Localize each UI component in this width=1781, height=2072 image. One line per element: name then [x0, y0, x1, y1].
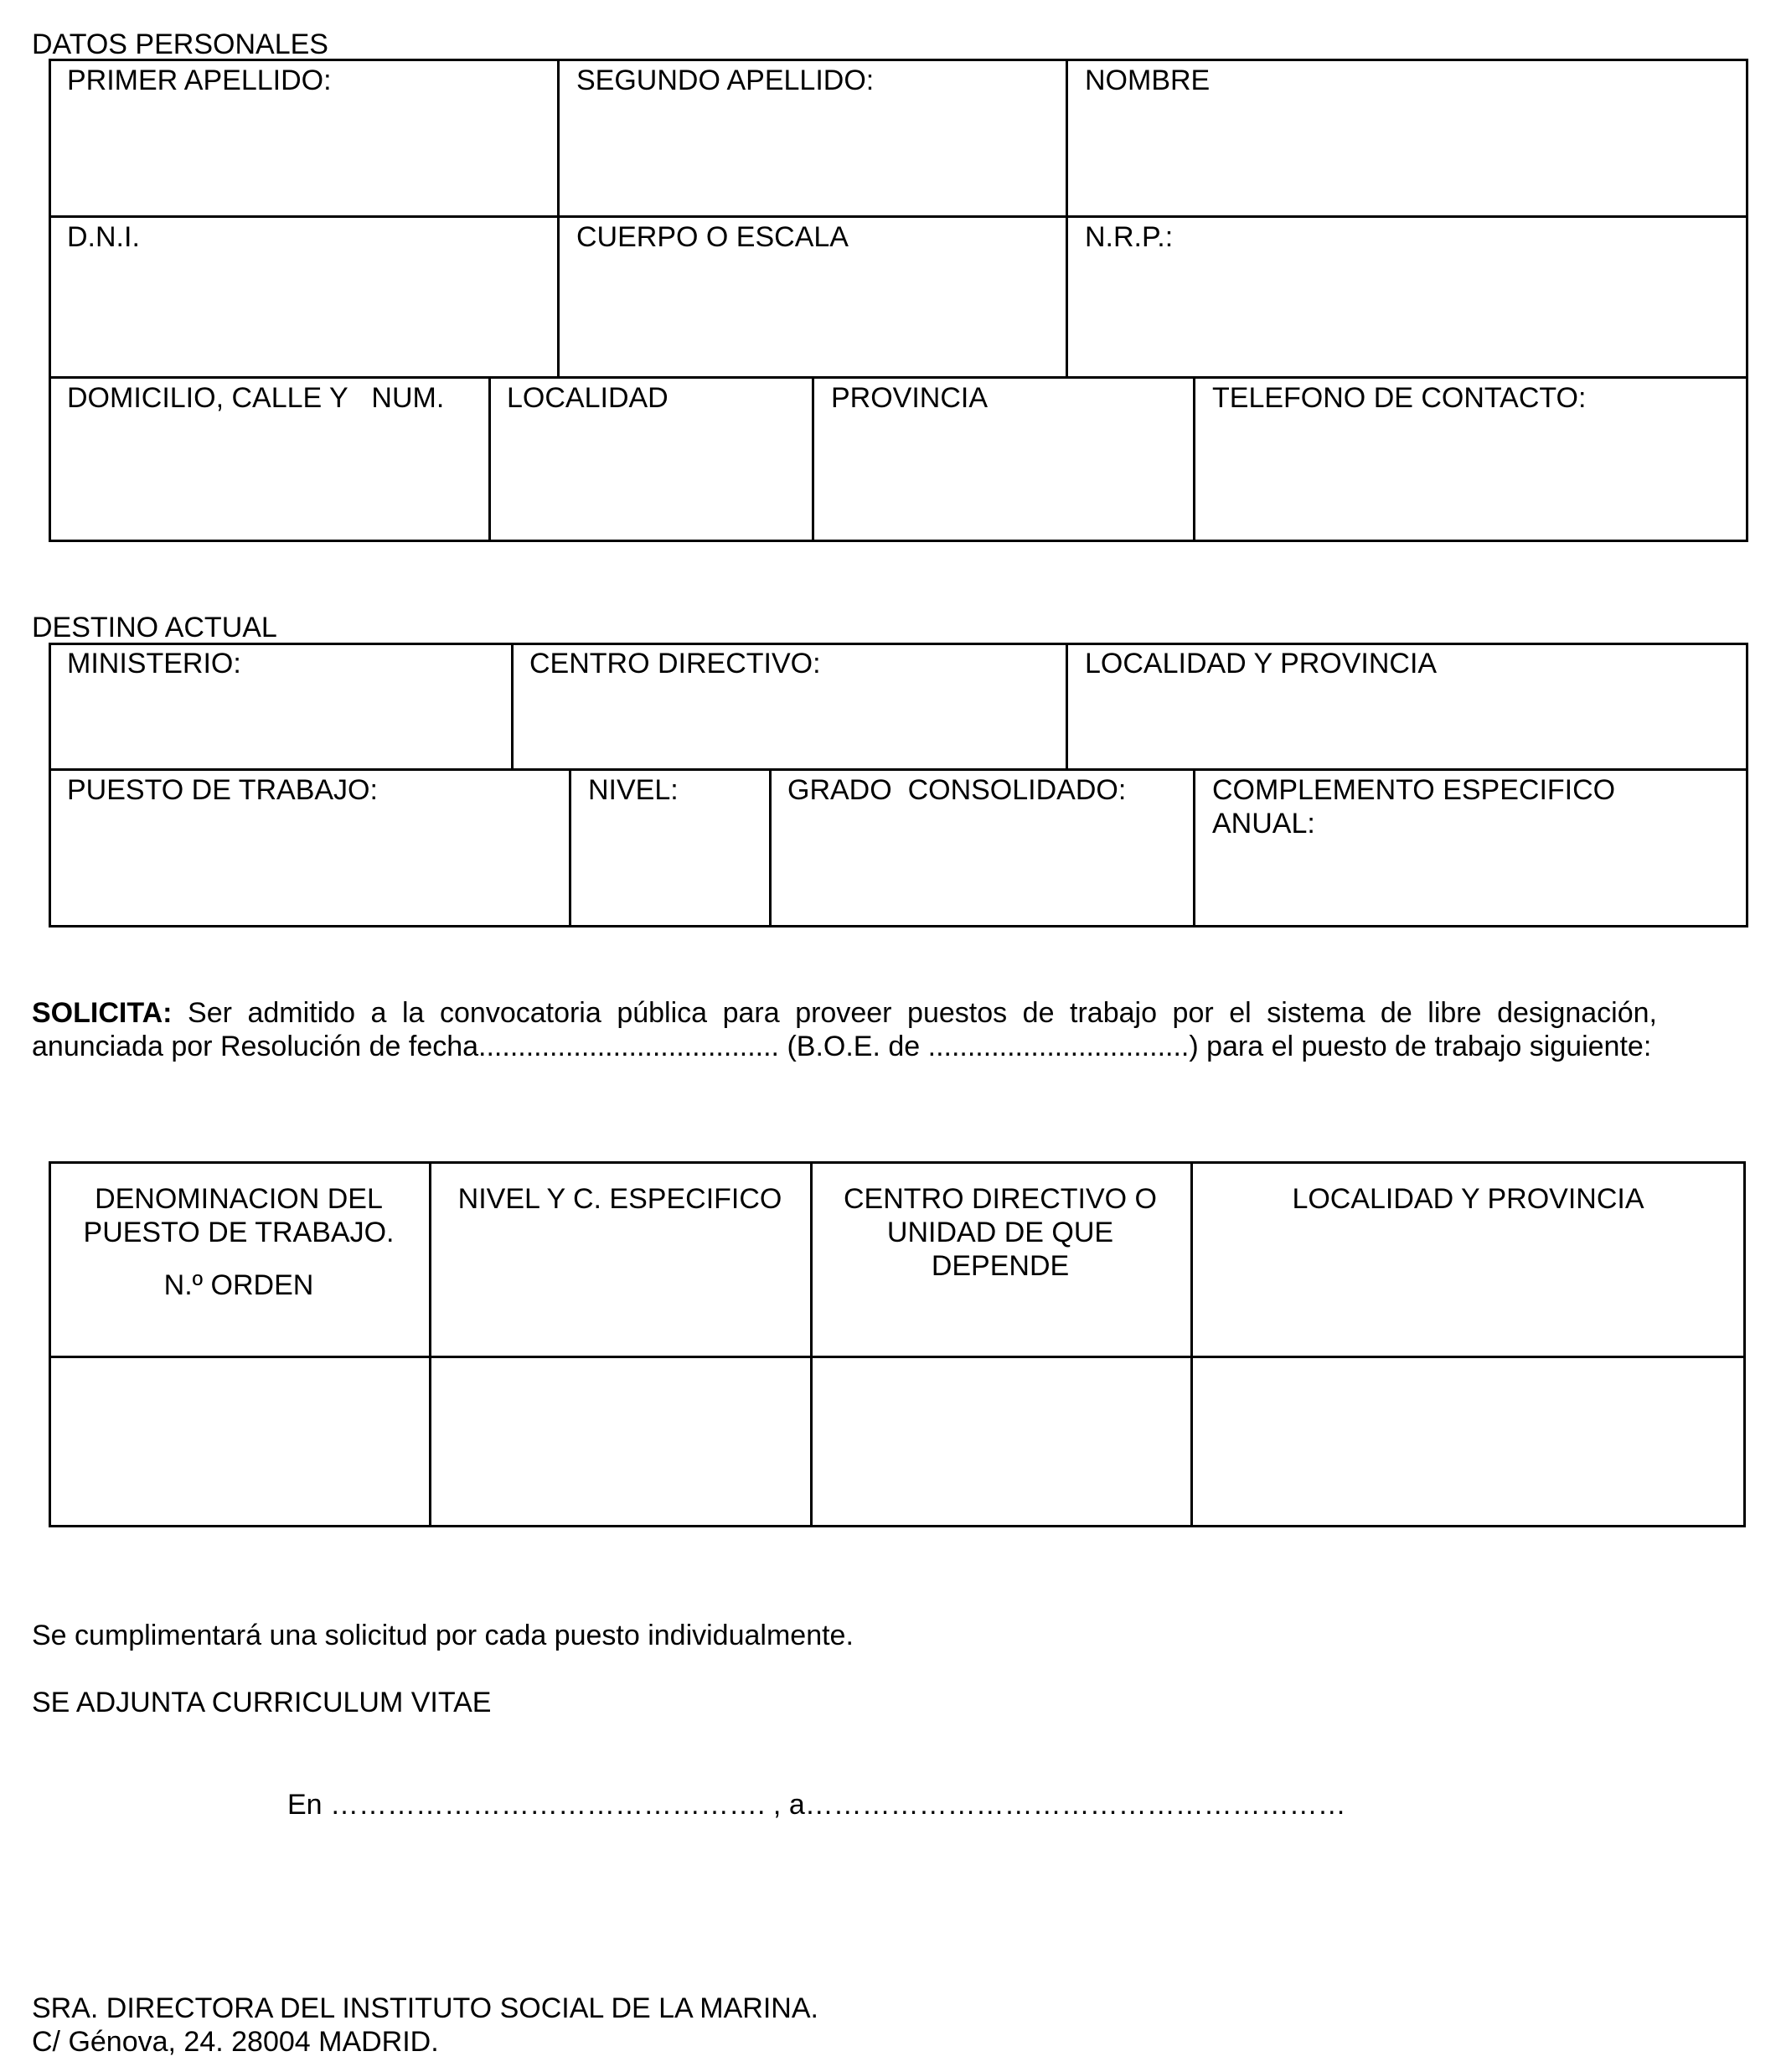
- cell-nivel-input[interactable]: [431, 1358, 810, 1525]
- field-cuerpo-escala[interactable]: CUERPO O ESCALA: [576, 221, 849, 253]
- field-telefono[interactable]: TELEFONO DE CONTACTO:: [1212, 382, 1587, 414]
- datos-col-divider: [1193, 376, 1195, 542]
- addressee-line1: SRA. DIRECTORA DEL INSTITUTO SOCIAL DE LA MARINA.: [32, 1992, 818, 2024]
- field-complemento-anual: ANUAL:: [1212, 808, 1315, 840]
- field-provincia[interactable]: PROVINCIA: [831, 382, 989, 414]
- addressee-line2: C/ Génova, 24. 28004 MADRID.: [32, 2026, 439, 2058]
- field-nombre[interactable]: NOMBRE: [1085, 65, 1211, 96]
- field-grado-consolidado[interactable]: GRADO CONSOLIDADO:: [787, 774, 1127, 806]
- field-primer-apellido[interactable]: PRIMER APELLIDO:: [67, 65, 332, 96]
- datos-col-divider: [557, 59, 560, 379]
- solicita-lead: SOLICITA:: [32, 997, 173, 1029]
- field-ministerio[interactable]: MINISTERIO:: [67, 648, 241, 679]
- note-curriculum: SE ADJUNTA CURRICULUM VITAE: [32, 1687, 492, 1718]
- header-nivel-c-especifico: NIVEL Y C. ESPECIFICO: [457, 1183, 782, 1215]
- datos-row-divider-1: [49, 215, 1748, 218]
- field-complemento-especifico[interactable]: COMPLEMENTO ESPECIFICO: [1212, 774, 1616, 806]
- destino-col-divider: [511, 643, 514, 771]
- datos-col-divider: [488, 376, 491, 542]
- destino-row-divider: [49, 768, 1748, 771]
- header-denominacion: DENOMINACION DEL PUESTO DE TRABAJO.: [83, 1183, 395, 1248]
- field-nrp[interactable]: N.R.P.:: [1085, 221, 1174, 253]
- field-centro-directivo[interactable]: CENTRO DIRECTIVO:: [529, 648, 821, 679]
- field-localidad[interactable]: LOCALIDAD: [507, 382, 669, 414]
- datos-personales-table: [49, 59, 1748, 542]
- field-localidad-provincia[interactable]: LOCALIDAD Y PROVINCIA: [1085, 648, 1438, 679]
- field-puesto-trabajo[interactable]: PUESTO DE TRABAJO:: [67, 774, 378, 806]
- header-centro-directivo: CENTRO DIRECTIVO O UNIDAD DE QUE DEPENDE: [843, 1183, 1158, 1282]
- cell-localidad-input[interactable]: [1193, 1358, 1743, 1525]
- datos-row-divider-2: [49, 376, 1748, 379]
- destino-col-divider: [569, 768, 571, 927]
- destino-col-divider: [1066, 643, 1068, 771]
- field-segundo-apellido[interactable]: SEGUNDO APELLIDO:: [576, 65, 875, 96]
- signature-place-date[interactable]: En ………………………………………. , a…………………………………………………: [287, 1789, 1346, 1821]
- cell-centro-input[interactable]: [813, 1358, 1190, 1525]
- destino-col-divider: [1193, 768, 1195, 927]
- field-domicilio[interactable]: DOMICILIO, CALLE Y NUM.: [67, 382, 445, 414]
- destino-col-divider: [769, 768, 772, 927]
- datos-col-divider: [1066, 59, 1068, 379]
- datos-col-divider: [812, 376, 814, 542]
- header-localidad-provincia: LOCALIDAD Y PROVINCIA: [1292, 1183, 1644, 1215]
- solicita-paragraph: [32, 996, 1657, 1063]
- section-title-destino-actual: DESTINO ACTUAL: [32, 612, 277, 643]
- header-numero-orden: N.º ORDEN: [163, 1269, 314, 1301]
- field-dni[interactable]: D.N.I.: [67, 221, 140, 253]
- section-title-datos-personales: DATOS PERSONALES: [32, 28, 328, 60]
- field-nivel[interactable]: NIVEL:: [588, 774, 679, 806]
- cell-denominacion-input[interactable]: [51, 1358, 429, 1525]
- solicita-text: Ser admitido a la convocatoria pública para proveer puestos de trabajo por el sistema de libre designación, anunciada por Resolución de fecha...................................... (B.O.E. de .................................) para el puesto de trabajo siguiente:: [32, 997, 1657, 1062]
- note-individual: Se cumplimentará una solicitud por cada puesto individualmente.: [32, 1620, 854, 1651]
